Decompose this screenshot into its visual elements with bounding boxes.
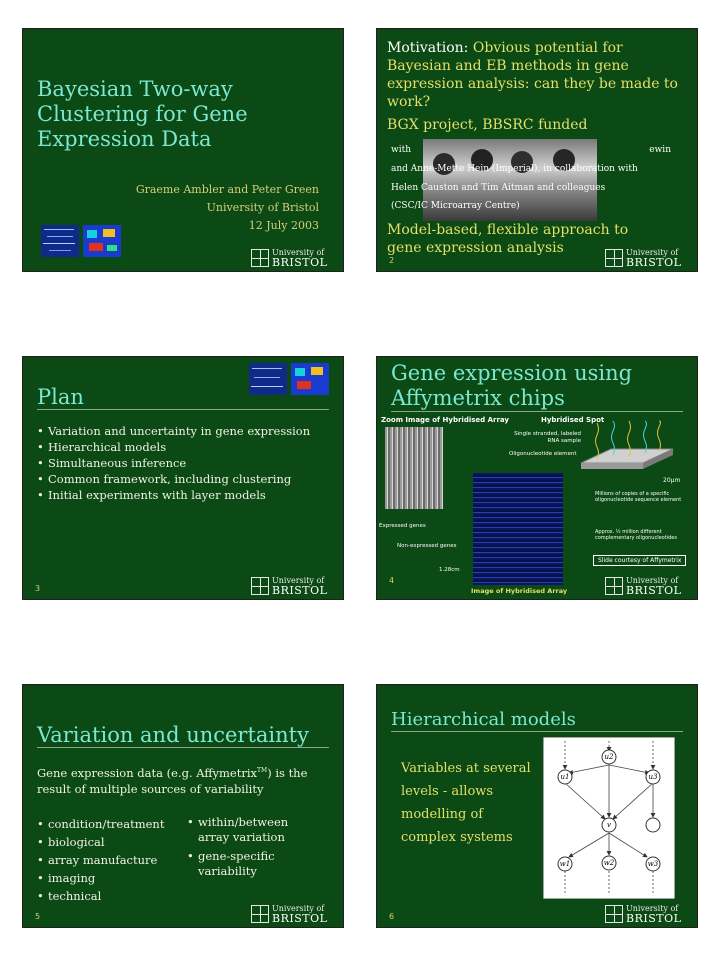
university-logo: University of BRISTOL — [251, 577, 335, 595]
heatmap-thumbnail-left — [41, 225, 79, 257]
slide-6[interactable] — [376, 684, 698, 928]
node-label: w3 — [647, 860, 659, 868]
list-item: • Common framework, including clustering — [37, 471, 327, 487]
bristol-crest-icon — [605, 905, 623, 923]
node-label: u2 — [604, 753, 614, 761]
title-divider — [391, 731, 683, 732]
bristol-crest-icon — [251, 577, 269, 595]
zoom-image — [385, 427, 443, 509]
heatmap-thumbnail-left — [249, 363, 287, 395]
title-divider — [37, 409, 329, 410]
node-label: u3 — [648, 773, 658, 781]
courtesy-label: Slide courtesy of Affymetrix — [593, 555, 686, 566]
motivation — [387, 39, 687, 111]
list-item: • technical — [37, 887, 187, 905]
slide-number: 3 — [35, 584, 41, 593]
slide-title: Plan — [37, 385, 84, 409]
array-image — [473, 473, 563, 585]
with-line-2: and Anne-Mette Hein (Imperial), in collaboration with — [391, 164, 638, 174]
motivation-text: Obvious potential for Bayesian and EB methods in gene expression analysis: can they be made to work? — [387, 40, 678, 110]
oligo-label: Oligonucleotide element — [509, 451, 577, 457]
bristol-crest-icon — [605, 577, 623, 595]
list-item: • array manufacture — [37, 851, 187, 869]
heatmap-thumbnail-right — [291, 363, 329, 395]
with-line-1: with ewin — [391, 145, 671, 155]
hierarchical-model-diagram — [543, 737, 675, 899]
node-label: u1 — [560, 773, 570, 781]
node-label: v — [607, 821, 611, 829]
with-line-3: Helen Causton and Tim Aitman and colleagues — [391, 183, 606, 193]
slide-title: Bayesian Two-way Clustering for Gene Expression Data — [37, 77, 248, 151]
hybridised-spot-diagram — [577, 419, 677, 475]
approx-label: Approx. ½ million different complementary oligonucleotides — [595, 529, 677, 541]
slide-title: Gene expression using Affymetrix chips — [391, 361, 633, 410]
university-logo: University of BRISTOL — [605, 905, 689, 923]
bgx-line: BGX project, BBSRC funded — [387, 117, 588, 133]
slide-5[interactable] — [22, 684, 344, 928]
slide-4[interactable] — [376, 356, 698, 600]
node-label: w1 — [559, 860, 571, 868]
date: 12 July 2003 — [248, 219, 319, 232]
university-logo: University of BRISTOL — [605, 249, 689, 267]
authors: Graeme Ambler and Peter Green — [135, 183, 319, 196]
model-line: Model-based, flexible approach to gene expression analysis — [387, 222, 629, 256]
slide-title: Variation and uncertainty — [37, 723, 309, 747]
variability-list-left — [37, 815, 187, 905]
list-item: • within/between array variation — [187, 815, 317, 845]
with-line-4: (CSC/IC Microarray Centre) — [391, 201, 520, 211]
slide-2[interactable] — [376, 28, 698, 272]
slide-number: 5 — [35, 912, 41, 921]
bristol-crest-icon — [251, 249, 269, 267]
list-item: • Initial experiments with layer models — [37, 487, 327, 503]
list-item: • Variation and uncertainty in gene expression — [37, 423, 327, 439]
nonexpressed-label: Non-expressed genes — [397, 543, 457, 549]
slide-3[interactable] — [22, 356, 344, 600]
list-item: • Hierarchical models — [37, 439, 327, 455]
heatmap-thumbnail-right — [83, 225, 121, 257]
list-item: • condition/treatment — [37, 815, 187, 833]
hierarchy-text: Variables at several levels - allows modelling of complex systems — [401, 761, 531, 845]
size-label: 20µm — [663, 477, 681, 484]
ss-label: Single stranded, labeled RNA sample — [514, 431, 581, 444]
slide-1[interactable] — [22, 28, 344, 272]
list-item: • biological — [37, 833, 187, 851]
millions-label: Millions of copies of a specific oligonucleotide sequence element — [595, 491, 682, 503]
university-logo: University of BRISTOL — [605, 577, 689, 595]
zoom-label: Zoom Image of Hybridised Array — [381, 416, 509, 424]
slide-number: 2 — [389, 256, 395, 265]
plan-list — [37, 423, 327, 503]
university-logo: University of BRISTOL — [251, 249, 335, 267]
affiliation: University of Bristol — [206, 201, 319, 214]
cm-label: 1.28cm — [439, 567, 460, 573]
bristol-crest-icon — [251, 905, 269, 923]
slide-number: 6 — [389, 912, 395, 921]
university-logo: University of BRISTOL — [251, 905, 335, 923]
array-label: Image of Hybridised Array — [471, 587, 568, 595]
list-item: • gene-specific variability — [187, 849, 317, 879]
bristol-crest-icon — [605, 249, 623, 267]
spot-label: Hybridised Spot — [541, 416, 605, 424]
node-label: w2 — [603, 859, 615, 867]
title-divider — [391, 411, 683, 412]
slide-title: Hierarchical models — [391, 709, 576, 730]
intro-text: Gene expression data (e.g. Affymetrix™) is the result of multiple sources of variability — [37, 765, 308, 796]
title-divider — [37, 747, 329, 748]
slide-number: 4 — [389, 576, 395, 585]
expressed-label: Expressed genes — [379, 523, 426, 529]
variability-list-right — [187, 815, 317, 879]
list-item: • Simultaneous inference — [37, 455, 327, 471]
list-item: • imaging — [37, 869, 187, 887]
motivation-label: Motivation: — [387, 40, 469, 56]
